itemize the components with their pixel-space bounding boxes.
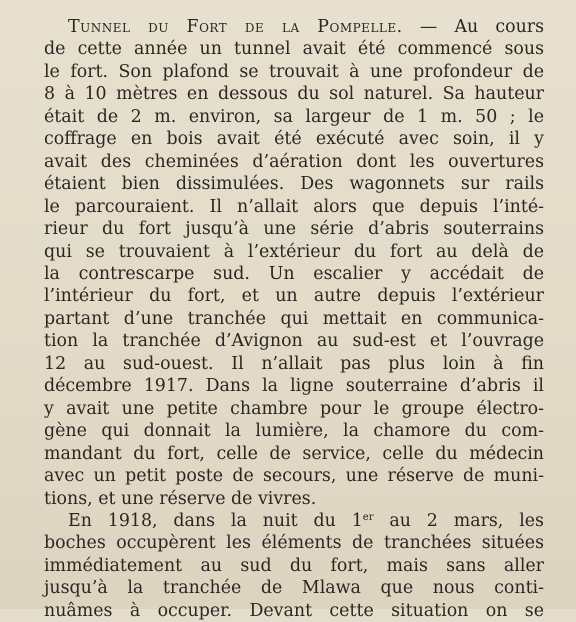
superscript: er xyxy=(362,511,374,523)
text-line: la contrescarpe sud. Un escalier y accédait de xyxy=(44,263,544,284)
text-line: 8 à 10 mètres en dessous du sol naturel. Sa hauteur xyxy=(44,84,544,105)
paragraph-2-first-line xyxy=(44,510,544,532)
text-line: gène qui donnait la lumière, la chamore du com- xyxy=(44,421,544,442)
text-fragment: au 2 mars, les xyxy=(373,510,544,531)
text-fragment: En 1918, dans la nuit du 1 xyxy=(68,510,363,531)
text-line: tion la tranchée d’Avignon au sud-est et l’ouvrage xyxy=(44,331,544,352)
text-line: boches occupèrent les éléments de tranchées situées xyxy=(44,533,544,554)
text-line: tions, et une réserve de vivres. xyxy=(44,488,317,509)
text-line: immédiatement au sud du fort, mais sans aller xyxy=(44,555,544,576)
text-line: mandant du fort, celle de service, celle du médecin xyxy=(44,443,544,464)
text-line: 12 au sud-ouest. Il n’allait pas plus loin à fin xyxy=(44,353,544,374)
article-text xyxy=(44,16,544,622)
text-line: l’intérieur du fort, et un autre depuis l’extérieur xyxy=(44,286,544,307)
text-line: nuâmes à occuper. Devant cette situation on se xyxy=(44,600,544,621)
text-line: de cette année un tunnel avait été commencé sous xyxy=(44,39,544,60)
heading-dash: — xyxy=(419,17,438,37)
text-line: étaient bien dissimulées. Des wagonnets sur rails xyxy=(44,174,544,195)
text-line: jusqu’à la tranchée de Mlawa que nous conti- xyxy=(44,578,544,599)
section-heading: Tunnel du Fort de la Pompelle. xyxy=(68,17,403,37)
text-line: partant d’une tranchée qui mettait en communica- xyxy=(44,308,544,329)
heading-line xyxy=(44,16,544,38)
text-line: le parcouraient. Il n’allait alors que depuis l’inté- xyxy=(44,196,544,217)
text-line: décembre 1917. Dans la ligne souterraine d’abris il xyxy=(44,376,544,397)
text-line: Au cours xyxy=(454,17,545,37)
text-line: y avait une petite chambre pour le groupe électro- xyxy=(44,398,544,419)
text-line: qui se trouvaient à l’extérieur du fort au delà de xyxy=(44,241,544,262)
text-line: le fort. Son plafond se trouvait à une profondeur de xyxy=(44,61,544,82)
text-line: était de 2 m. environ, sa largeur de 1 m. 50 ; le xyxy=(44,106,544,127)
text-line: avait des cheminées d’aération dont les ouvertures xyxy=(44,151,544,172)
text-line: rieur du fort jusqu’à une série d’abris souterrains xyxy=(44,219,544,240)
text-line: avec un petit poste de secours, une réserve de muni- xyxy=(44,466,544,487)
text-line: coffrage en bois avait été exécuté avec soin, il y xyxy=(44,129,544,150)
